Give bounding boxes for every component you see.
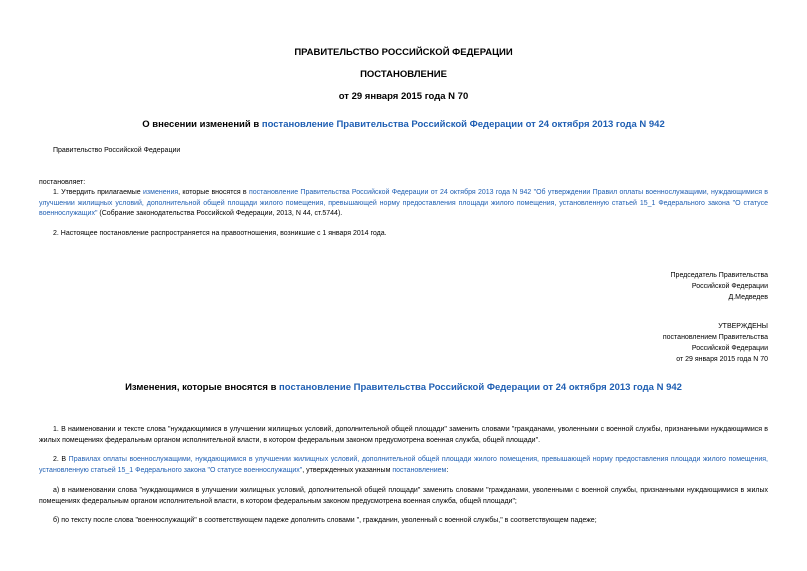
approval-title: УТВЕРЖДЕНЫ (718, 323, 768, 330)
item1-mid: , которые вносятся в (178, 189, 249, 196)
p2-suffix: : (446, 466, 449, 474)
item1-prefix: 1. Утвердить прилагаемые (53, 189, 144, 196)
item1-suffix: (Собрание законодательства Российской Федерации, 2013, N 44, ст.5744). (97, 210, 343, 217)
approval-block (663, 321, 768, 365)
rules-link[interactable]: Правилах оплаты военнослужащими, нуждающимися в улучшении жилищных условий, дополнительной общей площади жилого помещения, превышающей норму предоставления площади жилого помещения, установленную статьей 15_1 Федерального закона "О статусе военнослужащих" (39, 456, 768, 474)
resolution-link[interactable]: постановлением (392, 466, 447, 474)
approval-line-3: от 29 января 2015 года N 70 (676, 356, 768, 363)
document-type: ПОСТАНОВЛЕНИЕ (360, 69, 447, 80)
change-paragraph-2 (39, 455, 768, 476)
signature-block (671, 270, 768, 303)
approval-line-1: постановлением Правительства (662, 334, 768, 341)
signature-name: Д.Медведев (728, 294, 768, 301)
decree-item-1 (39, 188, 768, 220)
decrees-label: постановляет: (39, 179, 86, 186)
approval-line-2: Российской Федерации (691, 345, 768, 352)
signature-country: Российской Федерации (691, 283, 768, 290)
changes-link[interactable]: изменения (143, 189, 179, 196)
changes-title-link[interactable]: постановление Правительства Российской Федерации от 24 октября 2013 года N 942 (279, 382, 682, 393)
issuer: Правительство Российской Федерации (53, 147, 181, 154)
change-subitem-a: а) в наименовании слова "нуждающимися в улучшении жилищных условий, дополнительной общей площади" заменить словами "гражданами, уволенными с военной службы, признанными нуждающимися в жилых помещениях федеральным органом исполнительной власти, в котором федеральным законом предусмотрена военная служба, общей площади"; (39, 487, 768, 505)
change-paragraph-1: 1. В наименовании и тексте слова "нуждающимися в улучшении жилищных условий, дополнительной общей площади" заменить словами "гражданами, уволенными с военной службы, признанными нуждающимися в жилых помещениях федеральным органом исполнительной власти, в котором федеральным законом предусмотрена военная служба, общей площади". (39, 426, 768, 444)
signature-position: Председатель Правительства (670, 272, 768, 279)
p2-mid: , утвержденных указанным (302, 466, 393, 474)
p2-prefix: 2. В (53, 456, 69, 463)
resolution-942-link[interactable]: постановление Правительства Российской Федерации от 24 октября 2013 года N 942 "Об утверждении Правил оплаты военнослужащими, нуждающимися в улучшении жилищных условий, дополнительной общей площади жилого помещения, превышающей норму предоставления площади жилого помещения, установленную статьей 15_1 Федерального закона "О статусе военнослужащих" (39, 189, 769, 217)
government-title: ПРАВИТЕЛЬСТВО РОССИЙСКОЙ ФЕДЕРАЦИИ (294, 47, 513, 58)
changes-title-prefix: Изменения, которые вносятся в (125, 382, 280, 393)
changes-title (0, 382, 807, 393)
subject-prefix: О внесении изменений в (142, 119, 262, 130)
subject-link[interactable]: постановление Правительства Российской Федерации от 24 октября 2013 года N 942 (261, 119, 665, 130)
document-subject (0, 119, 807, 130)
change-subitem-b: б) по тексту после слова "военнослужащий" в соответствующем падеже дополнить словами ", гражданин, уволенный с военной службы," в соответствующем падеже; (53, 517, 597, 524)
document-date: от 29 января 2015 года N 70 (338, 91, 469, 102)
decree-item-2: 2. Настоящее постановление распространяется на правоотношения, возникшие с 1 января 2014 года. (53, 230, 387, 237)
